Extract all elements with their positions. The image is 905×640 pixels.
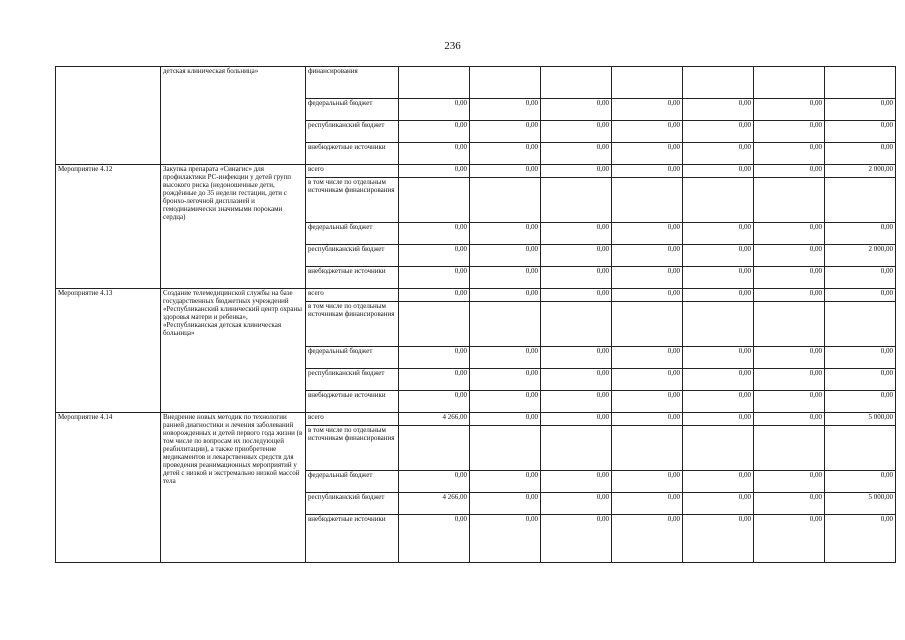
amount-cell: 0,00 xyxy=(470,493,541,515)
amount-cell: 0,00 xyxy=(470,143,541,165)
funding-source-cell: финансирования xyxy=(306,67,399,99)
measure-description-cell: Внедрение новых методик по технологии ранней диагностики и лечения заболеваний новорожденных и детей первого года жизни (в том числе по вопросам их последующей реабилитации), а также приобретение медикаментов и лекарственных средств для проведения реанимационных мероприятий у детей с низкой и экстремально низкой массой тела xyxy=(161,413,306,563)
amount-cell: 0,00 xyxy=(683,369,754,391)
amount-cell: 0,00 xyxy=(825,99,896,121)
amount-cell: 0,00 xyxy=(470,289,541,302)
amount-cell xyxy=(612,302,683,347)
table-row xyxy=(56,67,896,99)
amount-cell xyxy=(683,426,754,471)
amount-cell: 0,00 xyxy=(683,267,754,289)
amount-cell: 0,00 xyxy=(612,493,683,515)
amount-cell: 0,00 xyxy=(470,121,541,143)
amount-cell xyxy=(399,426,470,471)
amount-cell: 0,00 xyxy=(612,369,683,391)
amount-cell: 0,00 xyxy=(754,143,825,165)
amount-cell: 0,00 xyxy=(470,515,541,563)
amount-cell: 0,00 xyxy=(399,99,470,121)
amount-cell: 0,00 xyxy=(825,391,896,413)
funding-source-cell: республиканский бюджет xyxy=(306,493,399,515)
funding-source-cell: федеральный бюджет xyxy=(306,347,399,369)
amount-cell xyxy=(399,178,470,223)
amount-cell: 2 000,00 xyxy=(825,245,896,267)
amount-cell: 0,00 xyxy=(754,369,825,391)
amount-cell xyxy=(683,178,754,223)
funding-source-cell: федеральный бюджет xyxy=(306,99,399,121)
funding-source-cell: республиканский бюджет xyxy=(306,245,399,267)
amount-cell: 0,00 xyxy=(541,121,612,143)
amount-cell: 0,00 xyxy=(541,471,612,493)
amount-cell: 0,00 xyxy=(399,267,470,289)
amount-cell: 0,00 xyxy=(754,493,825,515)
amount-cell: 0,00 xyxy=(683,413,754,426)
measure-id-cell: Мероприятие 4.13 xyxy=(56,289,161,413)
amount-cell: 0,00 xyxy=(754,413,825,426)
amount-cell: 0,00 xyxy=(541,165,612,178)
amount-cell: 0,00 xyxy=(825,121,896,143)
table-row xyxy=(56,165,896,178)
amount-cell: 4 266,00 xyxy=(399,493,470,515)
amount-cell xyxy=(541,426,612,471)
amount-cell xyxy=(470,302,541,347)
funding-source-cell: республиканский бюджет xyxy=(306,121,399,143)
amount-cell xyxy=(470,67,541,99)
amount-cell: 0,00 xyxy=(754,471,825,493)
funding-source-cell: в том числе по отдельным источникам финансирования xyxy=(306,178,399,223)
amount-cell: 0,00 xyxy=(541,347,612,369)
amount-cell: 0,00 xyxy=(825,369,896,391)
measure-description-cell: детская клиническая больница» xyxy=(161,67,306,165)
amount-cell: 0,00 xyxy=(612,223,683,245)
table-row xyxy=(56,289,896,302)
amount-cell xyxy=(541,67,612,99)
amount-cell: 0,00 xyxy=(399,121,470,143)
amount-cell: 0,00 xyxy=(399,515,470,563)
amount-cell: 0,00 xyxy=(541,267,612,289)
amount-cell: 0,00 xyxy=(470,413,541,426)
amount-cell xyxy=(754,302,825,347)
amount-cell: 0,00 xyxy=(470,99,541,121)
measure-description-cell: Закупка препарата «Синагис» для профилактики РС-инфекции у детей групп высокого риска (недоношенные дети, рождённые до 35 недели гестации, дети с бронхо-легочной дисплазией и гемодинамически значимыми пороками сердца) xyxy=(161,165,306,289)
amount-cell: 0,00 xyxy=(754,515,825,563)
funding-source-cell: в том числе по отдельным источникам финансирования xyxy=(306,426,399,471)
amount-cell xyxy=(541,178,612,223)
amount-cell: 0,00 xyxy=(470,347,541,369)
amount-cell: 0,00 xyxy=(470,165,541,178)
amount-cell xyxy=(825,426,896,471)
funding-source-cell: в том числе по отдельным источникам финансирования xyxy=(306,302,399,347)
amount-cell: 0,00 xyxy=(683,347,754,369)
measure-id-cell: Мероприятие 4.12 xyxy=(56,165,161,289)
amount-cell: 0,00 xyxy=(541,143,612,165)
page-number: 236 xyxy=(444,40,461,52)
amount-cell xyxy=(612,426,683,471)
measure-description-cell: Создание телемедицинской службы на базе государственных бюджетных учреждений «Республиканский клинический центр охраны здоровья матери и ребенка», «Республиканская детская клиническая больница» xyxy=(161,289,306,413)
amount-cell: 0,00 xyxy=(541,515,612,563)
amount-cell: 0,00 xyxy=(612,245,683,267)
amount-cell: 0,00 xyxy=(612,413,683,426)
amount-cell: 0,00 xyxy=(470,471,541,493)
amount-cell: 5 000,00 xyxy=(825,493,896,515)
amount-cell: 0,00 xyxy=(541,391,612,413)
amount-cell: 5 000,00 xyxy=(825,413,896,426)
amount-cell xyxy=(754,67,825,99)
measure-id-cell: Мероприятие 4.14 xyxy=(56,413,161,563)
amount-cell: 0,00 xyxy=(754,347,825,369)
amount-cell: 0,00 xyxy=(683,245,754,267)
amount-cell xyxy=(683,67,754,99)
amount-cell: 0,00 xyxy=(825,267,896,289)
funding-source-cell: всего xyxy=(306,413,399,426)
funding-source-cell: федеральный бюджет xyxy=(306,223,399,245)
amount-cell: 0,00 xyxy=(683,99,754,121)
amount-cell: 0,00 xyxy=(825,515,896,563)
amount-cell: 0,00 xyxy=(399,391,470,413)
amount-cell: 0,00 xyxy=(683,493,754,515)
amount-cell xyxy=(399,67,470,99)
funding-source-cell: всего xyxy=(306,289,399,302)
funding-source-cell: федеральный бюджет xyxy=(306,471,399,493)
amount-cell: 0,00 xyxy=(470,267,541,289)
amount-cell: 0,00 xyxy=(399,223,470,245)
amount-cell: 0,00 xyxy=(399,245,470,267)
amount-cell: 0,00 xyxy=(754,223,825,245)
amount-cell: 0,00 xyxy=(612,99,683,121)
amount-cell: 0,00 xyxy=(683,391,754,413)
amount-cell xyxy=(612,178,683,223)
amount-cell: 0,00 xyxy=(683,515,754,563)
amount-cell: 2 000,00 xyxy=(825,165,896,178)
amount-cell: 0,00 xyxy=(541,369,612,391)
amount-cell: 0,00 xyxy=(541,493,612,515)
amount-cell: 0,00 xyxy=(612,347,683,369)
amount-cell: 0,00 xyxy=(541,245,612,267)
table-row xyxy=(56,413,896,426)
amount-cell: 0,00 xyxy=(754,165,825,178)
amount-cell: 0,00 xyxy=(754,245,825,267)
budget-table xyxy=(55,66,896,563)
amount-cell: 0,00 xyxy=(612,267,683,289)
funding-source-cell: внебюджетные источники xyxy=(306,267,399,289)
amount-cell: 0,00 xyxy=(612,391,683,413)
amount-cell: 0,00 xyxy=(399,471,470,493)
amount-cell: 0,00 xyxy=(399,143,470,165)
amount-cell: 0,00 xyxy=(612,471,683,493)
measure-id-cell xyxy=(56,67,161,165)
amount-cell xyxy=(470,178,541,223)
amount-cell: 4 266,00 xyxy=(399,413,470,426)
amount-cell xyxy=(470,426,541,471)
amount-cell: 0,00 xyxy=(612,515,683,563)
funding-source-cell: внебюджетные источники xyxy=(306,391,399,413)
amount-cell: 0,00 xyxy=(825,143,896,165)
amount-cell: 0,00 xyxy=(754,121,825,143)
amount-cell: 0,00 xyxy=(470,223,541,245)
amount-cell: 0,00 xyxy=(754,289,825,302)
amount-cell: 0,00 xyxy=(754,99,825,121)
funding-source-cell: республиканский бюджет xyxy=(306,369,399,391)
amount-cell: 0,00 xyxy=(754,267,825,289)
amount-cell: 0,00 xyxy=(399,347,470,369)
amount-cell: 0,00 xyxy=(683,471,754,493)
funding-source-cell: всего xyxy=(306,165,399,178)
amount-cell xyxy=(541,302,612,347)
amount-cell: 0,00 xyxy=(754,391,825,413)
amount-cell: 0,00 xyxy=(541,413,612,426)
amount-cell: 0,00 xyxy=(825,223,896,245)
amount-cell: 0,00 xyxy=(399,165,470,178)
amount-cell xyxy=(754,426,825,471)
amount-cell: 0,00 xyxy=(825,289,896,302)
amount-cell: 0,00 xyxy=(541,289,612,302)
amount-cell: 0,00 xyxy=(683,223,754,245)
amount-cell xyxy=(399,302,470,347)
amount-cell xyxy=(754,178,825,223)
amount-cell xyxy=(825,178,896,223)
amount-cell: 0,00 xyxy=(541,99,612,121)
amount-cell: 0,00 xyxy=(825,471,896,493)
amount-cell: 0,00 xyxy=(470,391,541,413)
funding-source-cell: внебюджетные источники xyxy=(306,143,399,165)
amount-cell xyxy=(825,302,896,347)
amount-cell: 0,00 xyxy=(683,289,754,302)
amount-cell xyxy=(612,67,683,99)
amount-cell xyxy=(683,302,754,347)
funding-source-cell: внебюджетные источники xyxy=(306,515,399,563)
amount-cell xyxy=(825,67,896,99)
amount-cell: 0,00 xyxy=(612,143,683,165)
amount-cell: 0,00 xyxy=(470,245,541,267)
amount-cell: 0,00 xyxy=(612,165,683,178)
amount-cell: 0,00 xyxy=(612,289,683,302)
amount-cell: 0,00 xyxy=(683,143,754,165)
amount-cell: 0,00 xyxy=(399,289,470,302)
amount-cell: 0,00 xyxy=(683,121,754,143)
amount-cell: 0,00 xyxy=(683,165,754,178)
amount-cell: 0,00 xyxy=(541,223,612,245)
amount-cell: 0,00 xyxy=(612,121,683,143)
amount-cell: 0,00 xyxy=(470,369,541,391)
amount-cell: 0,00 xyxy=(825,347,896,369)
amount-cell: 0,00 xyxy=(399,369,470,391)
